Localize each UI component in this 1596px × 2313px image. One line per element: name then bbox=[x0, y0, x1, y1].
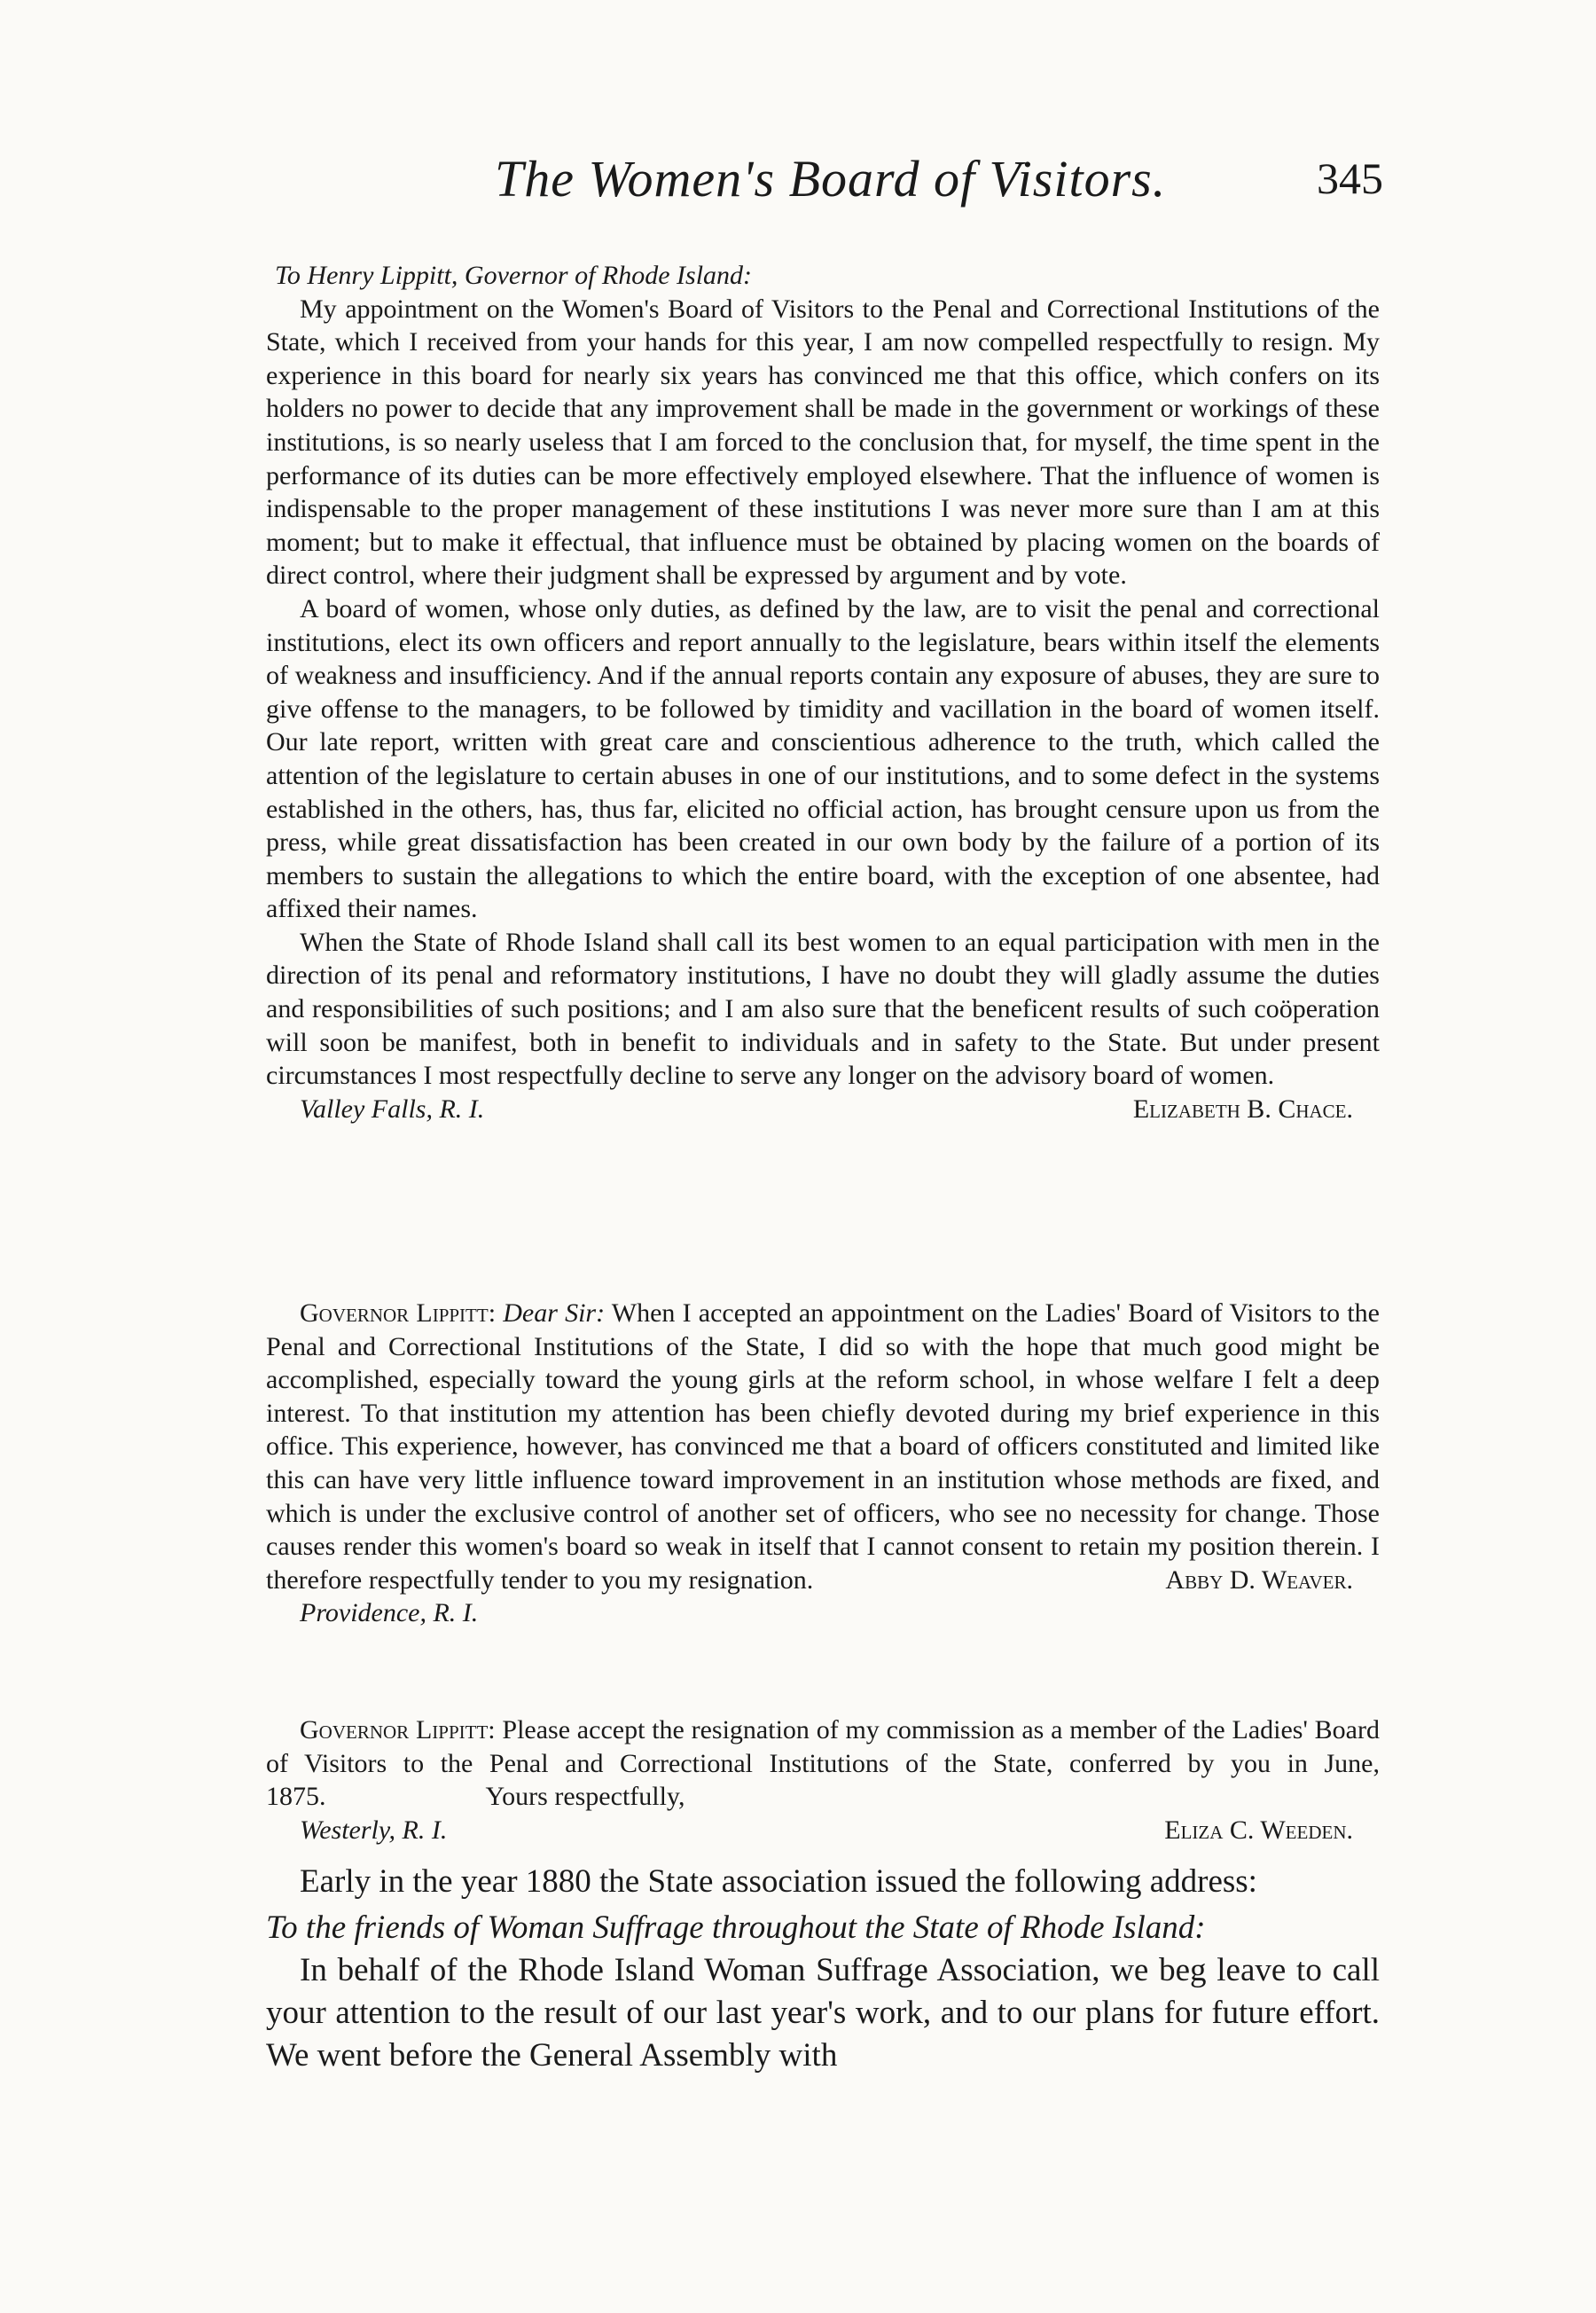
paragraph: A board of women, whose only duties, as defined by the law, are to visit the penal and correctional institutions, elect its own officers and report annually to the legislature, bears within itself the elements of weakness and insufficiency. And if the annual reports contain any exposure of abuses, they are sure to give offense to the managers, to be followed by timidity and vacillation in the board of women itself. Our late report, written with great care and conscientious adherence to the truth, which called the attention of the legislature to certain abuses in one of our institutions, and to some defect in the systems established in the others, has, thus far, elicited no official action, has brought censure upon us from the press, while great dissatisfaction has been created in our own body by the failure of a portion of its members to sustain the allegations to which the entire board, with the exception of one absentee, had affixed their names. bbox=[266, 593, 1380, 924]
signature-row bbox=[300, 1814, 1380, 1847]
page-number: 345 bbox=[1317, 153, 1383, 203]
salutation: To Henry Lippitt, Governor of Rhode Island: bbox=[275, 261, 753, 290]
address-text: In behalf of the Rhode Island Woman Suffrage Association, we beg leave to call your attention to the result of our last year's work, and to our plans for future effort. We went before the General Assembly with bbox=[266, 1952, 1380, 2074]
section-address bbox=[266, 1861, 1380, 2077]
letter-body bbox=[266, 1713, 1380, 1814]
running-title: The Women's Board of Visitors. bbox=[495, 150, 1167, 208]
address-heading: To the friends of Woman Suffrage throughout the State of Rhode Island: bbox=[266, 1909, 1206, 1946]
signature-row bbox=[300, 1093, 1380, 1126]
greeting: Dear Sir: bbox=[503, 1298, 606, 1328]
addressee: Governor Lippitt: bbox=[300, 1715, 496, 1745]
place-line: Westerly, R. I. bbox=[300, 1815, 448, 1845]
paragraph: When the State of Rhode Island shall call its best women to an equal participation with men in the direction of its penal and reformatory institutions, I have no doubt they will gladly assume the duties and responsibilities of such positions; and I am also sure that the beneficent results of such coöperation will soon be manifest, both in benefit to individuals and in safety to the State. But under present circumstances I most respectfully decline to serve any longer on the advisory board of women. bbox=[266, 927, 1380, 1091]
paragraph: My appointment on the Women's Board of Visitors to the Penal and Correctional Institutions of the State, which I received from your hands for this year, I am now compelled respectfully to resign. My experience in this board for nearly six years has convinced me that this office, which confers on its holders no power to decide that any improvement shall be made in the government or workings of these institutions, is so nearly useless that I am forced to the conclusion that, for myself, the time spent in the performance of its duties can be more effectively employed elsewhere. That the influence of women is indispensable to the proper management of these institutions I was never more sure than I am at this moment; but to make it effectual, that influence must be obtained by placing women on the boards of direct control, where their judgment shall be expressed by argument and by vote. bbox=[266, 294, 1380, 591]
letter-text: Please accept the resignation of my commission as a member of the Ladies' Board of Visitors to the Penal and Correctional Institutions of the State, conferred by you in June, 1875. bbox=[266, 1715, 1380, 1812]
letter-text: When I accepted an appointment on the Ladies' Board of Visitors to the Penal and Correctional Institutions of the State, I did so with the hope that much good might be accomplished, especially toward the young girls at the reform school, in whose welfare I felt a deep interest. To that institution my attention has been chiefly devoted during my brief experience in this office. This experience, however, has convinced me that a board of officers constituted and limited like this can have very little influence toward improvement in an institution whose methods are fixed, and which is under the exclusive control of another set of officers, who see no necessity for change. Those causes render this women's board so weak in itself that I cannot consent to retain my position therein. I therefore respectfully tender to you my resignation. bbox=[266, 1298, 1380, 1595]
place-line: Providence, R. I. bbox=[300, 1598, 479, 1628]
letter-weeden bbox=[266, 1713, 1380, 1846]
addressee: Governor Lippitt: bbox=[300, 1298, 497, 1328]
section-intro: Early in the year 1880 the State association issued the following address: bbox=[300, 1863, 1257, 1900]
place-line: Valley Falls, R. I. bbox=[300, 1094, 485, 1124]
page-header bbox=[266, 149, 1383, 220]
signer-name: Elizabeth B. Chace. bbox=[1132, 1094, 1353, 1124]
letter-chace bbox=[266, 259, 1380, 1125]
signer-name: Eliza C. Weeden. bbox=[1164, 1815, 1353, 1845]
closing: Yours respectfully, bbox=[485, 1782, 685, 1812]
signer-name: Abby D. Weaver. bbox=[1165, 1564, 1353, 1595]
letter-body bbox=[266, 1297, 1380, 1596]
letter-weaver bbox=[266, 1297, 1380, 1630]
